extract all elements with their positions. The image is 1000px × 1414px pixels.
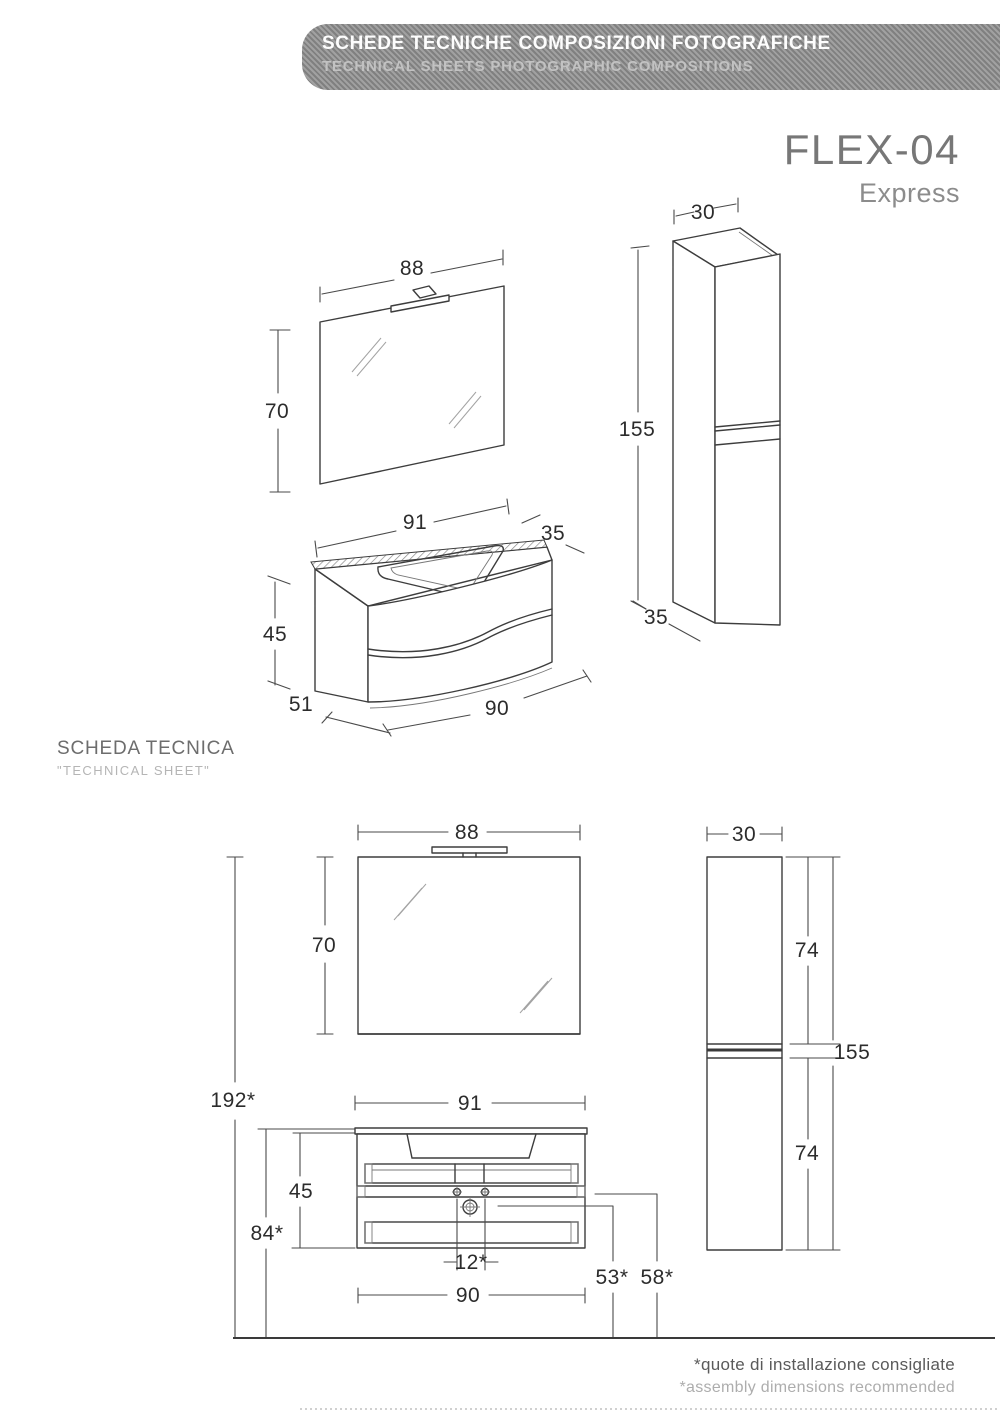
dim-front-tap-spacing: 12* (454, 1251, 488, 1274)
persp-vanity (311, 540, 552, 708)
dim-persp-vanity-depth-bottom: 51 (288, 693, 314, 716)
persp-mirror (320, 286, 504, 484)
dim-front-trap-height: 58* (640, 1266, 674, 1289)
dim-front-door-bottom: 74 (794, 1142, 820, 1165)
dim-persp-column-width: 30 (690, 201, 716, 224)
persp-column (673, 228, 780, 625)
dim-front-vanity-width: 91 (457, 1092, 483, 1115)
dim-front-mirror-width: 88 (454, 821, 480, 844)
product-series: Express (858, 178, 960, 208)
dim-front-total-height: 192* (210, 1089, 256, 1112)
front-column (707, 857, 782, 1250)
front-install-dimensions-left (210, 857, 355, 1338)
dim-persp-vanity-width: 91 (402, 511, 428, 534)
footnote-it: *quote di installazione consigliate (694, 1355, 955, 1374)
product-code: FLEX-04 (783, 126, 960, 173)
header-title: SCHEDE TECNICHE COMPOSIZIONI FOTOGRAFICHE (322, 33, 831, 54)
front-mirror-light (432, 847, 507, 857)
dim-front-column-width: 30 (731, 823, 757, 846)
section-subtitle: "TECHNICAL SHEET" (57, 763, 211, 778)
dim-front-vanity-bottom-width: 90 (455, 1284, 481, 1307)
dim-persp-vanity-bottom-width: 90 (484, 697, 510, 720)
footnote-en: *assembly dimensions recommended (679, 1378, 955, 1396)
front-vanity (355, 1128, 587, 1248)
dim-persp-mirror-width: 88 (399, 257, 425, 280)
dim-front-wall-height: 84* (250, 1222, 284, 1245)
dim-front-door-top: 74 (794, 939, 820, 962)
header-subtitle: TECHNICAL SHEETS PHOTOGRAPHIC COMPOSITIONS (322, 58, 754, 75)
dim-front-drain-height: 53* (595, 1266, 629, 1289)
dim-persp-vanity-height: 45 (262, 623, 288, 646)
dim-persp-vanity-depth-top: 35 (540, 522, 566, 545)
dim-front-vanity-height: 45 (288, 1180, 314, 1203)
section-title: SCHEDA TECNICA (57, 738, 235, 759)
dim-persp-mirror-height: 70 (264, 400, 290, 423)
dim-persp-column-height: 155 (618, 418, 656, 441)
front-mirror (358, 847, 580, 1034)
footnotes (680, 1354, 956, 1399)
dim-front-mirror-height: 70 (311, 934, 337, 957)
dim-persp-column-depth: 35 (643, 606, 669, 629)
dim-front-column-height: 155 (833, 1041, 871, 1064)
